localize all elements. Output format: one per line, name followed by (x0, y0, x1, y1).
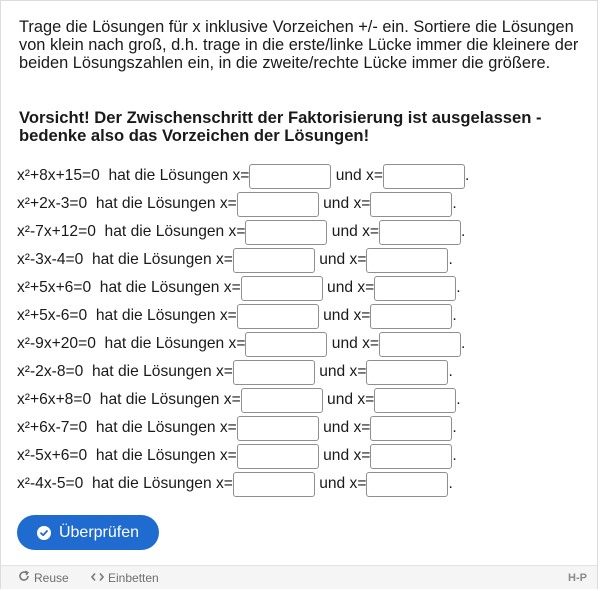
equation-list (17, 162, 587, 498)
period-label: . (448, 475, 453, 492)
equation-text: x²-9x+20=0 (17, 335, 96, 352)
embed-label: Einbetten (108, 570, 159, 585)
solution-input-smaller[interactable] (249, 164, 331, 189)
solution-input-smaller[interactable] (233, 360, 315, 385)
solution-input-smaller[interactable] (241, 388, 323, 413)
period-label: . (456, 279, 461, 296)
solution-input-larger[interactable] (370, 192, 452, 217)
period-label: . (452, 307, 457, 324)
und-label: und x= (318, 447, 371, 464)
solution-input-smaller[interactable] (237, 192, 319, 217)
period-label: . (456, 391, 461, 408)
equation-text: x²+6x-7=0 (17, 419, 88, 436)
und-label: und x= (331, 167, 383, 184)
period-label: . (448, 251, 453, 268)
und-label: und x= (322, 391, 375, 408)
solution-input-larger[interactable] (374, 388, 456, 413)
solution-label: hat die Lösungen x= (87, 447, 237, 464)
equation-row (17, 302, 587, 330)
equation-text: x²-7x+12=0 (17, 223, 96, 240)
period-label: . (452, 195, 457, 212)
solution-label: hat die Lösungen x= (87, 419, 237, 436)
solution-input-larger[interactable] (370, 304, 452, 329)
task-instructions: Trage die Lösungen für x inklusive Vorzeichen +/- ein. Sortiere die Lösungen von klein nach groß, d.h. trage in die erste/linke Lücke immer die kleinere der beiden Lösungszahlen ein, in die zweite/rechte Lücke immer die größere. (19, 18, 579, 73)
solution-input-larger[interactable] (366, 248, 448, 273)
solution-input-smaller[interactable] (241, 276, 323, 301)
solution-input-larger[interactable] (383, 164, 465, 189)
equation-row (17, 162, 587, 190)
equation-text: x²-2x-8=0 (17, 363, 84, 380)
equation-row (17, 246, 587, 274)
und-label: und x= (327, 335, 380, 352)
und-label: und x= (314, 363, 367, 380)
period-label: . (461, 223, 466, 240)
equation-row (17, 190, 587, 218)
equation-row (17, 442, 587, 470)
period-label: . (448, 363, 453, 380)
equation-text: x²+2x-3=0 (17, 195, 88, 212)
equation-row (17, 330, 587, 358)
solution-input-larger[interactable] (374, 276, 456, 301)
und-label: und x= (318, 419, 371, 436)
check-button[interactable] (17, 515, 159, 550)
period-label: . (452, 419, 457, 436)
solution-input-larger[interactable] (379, 332, 461, 357)
und-label: und x= (318, 307, 371, 324)
solution-label: hat die Lösungen x= (95, 335, 246, 352)
und-label: und x= (314, 251, 367, 268)
check-button-label: Überprüfen (58, 523, 140, 541)
equation-text: x²+5x+6=0 (17, 279, 92, 296)
period-label: . (461, 335, 466, 352)
refresh-icon (18, 570, 30, 585)
equation-text: x²-4x-5=0 (17, 475, 84, 492)
solution-input-larger[interactable] (370, 416, 452, 441)
solution-input-smaller[interactable] (237, 304, 319, 329)
embed-button[interactable] (91, 566, 159, 589)
solution-input-larger[interactable] (379, 220, 461, 245)
solution-input-smaller[interactable] (233, 472, 315, 497)
solution-input-smaller[interactable] (237, 416, 319, 441)
equation-row (17, 274, 587, 302)
solution-label: hat die Lösungen x= (91, 279, 241, 296)
reuse-button[interactable] (18, 566, 69, 589)
equation-text: x²-3x-4=0 (17, 251, 84, 268)
solution-label: hat die Lösungen x= (83, 251, 233, 268)
equation-row (17, 358, 587, 386)
equation-row (17, 386, 587, 414)
solution-label: hat die Lösungen x= (87, 307, 237, 324)
reuse-label: Reuse (34, 570, 69, 585)
solution-input-larger[interactable] (366, 472, 448, 497)
footer-bar (1, 565, 597, 589)
equation-row (17, 414, 587, 442)
equation-row (17, 470, 587, 498)
equation-text: x²+5x-6=0 (17, 307, 88, 324)
equation-text: x²+8x+15=0 (17, 167, 100, 184)
solution-label: hat die Lösungen x= (83, 475, 233, 492)
und-label: und x= (314, 475, 367, 492)
solution-label: hat die Lösungen x= (87, 195, 237, 212)
solution-input-smaller[interactable] (233, 248, 315, 273)
solution-input-larger[interactable] (370, 444, 452, 469)
solution-label: hat die Lösungen x= (95, 223, 246, 240)
solution-label: hat die Lösungen x= (91, 391, 241, 408)
period-label: . (464, 167, 470, 184)
period-label: . (452, 447, 457, 464)
und-label: und x= (322, 279, 375, 296)
und-label: und x= (327, 223, 380, 240)
task-warning: Vorsicht! Der Zwischenschritt der Faktorisierung ist ausgelassen - bedenke also das Vorzeichen der Lösungen! (19, 108, 542, 146)
solution-input-larger[interactable] (366, 360, 448, 385)
solution-label: hat die Lösungen x= (83, 363, 233, 380)
equation-row (17, 218, 587, 246)
und-label: und x= (318, 195, 371, 212)
solution-label: hat die Lösungen x= (99, 167, 250, 184)
h5p-logo: H-P (568, 571, 587, 584)
solution-input-smaller[interactable] (245, 220, 327, 245)
equation-text: x²+6x+8=0 (17, 391, 92, 408)
equation-text: x²-5x+6=0 (17, 447, 88, 464)
check-circle-icon (37, 526, 51, 540)
solution-input-smaller[interactable] (245, 332, 327, 357)
code-icon (91, 571, 104, 585)
solution-input-smaller[interactable] (237, 444, 319, 469)
